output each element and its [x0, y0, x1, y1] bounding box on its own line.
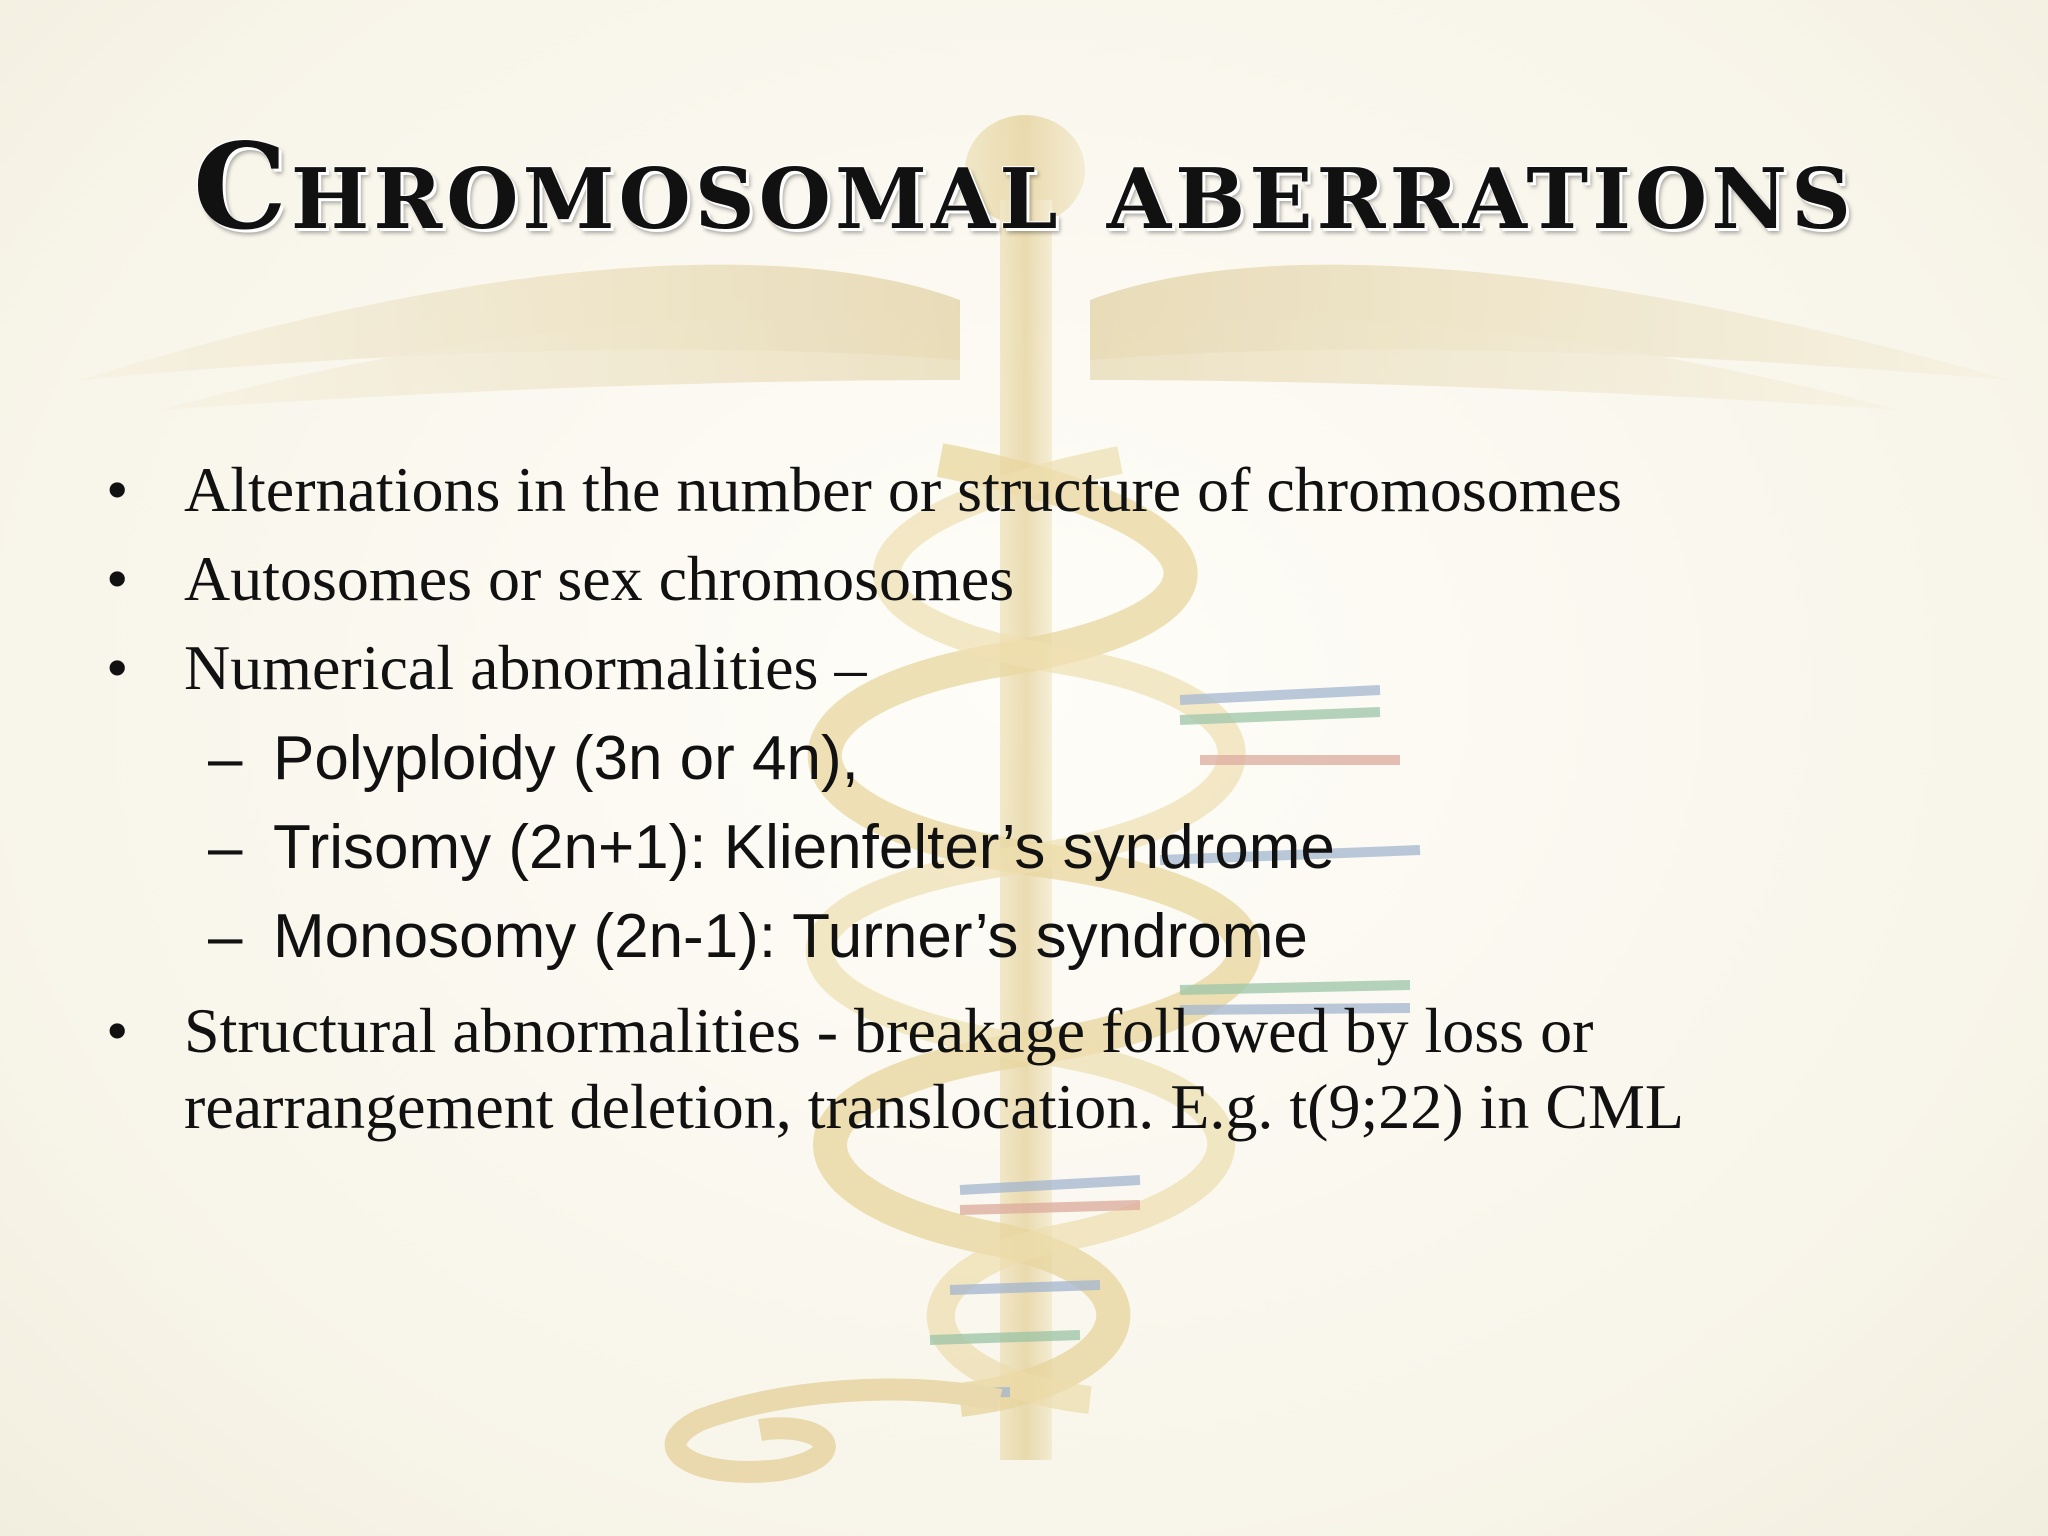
bullet-marker: • [106, 995, 129, 1066]
slide-title: Chromosomal aberrations [192, 117, 1856, 256]
sub-bullet-item [208, 810, 1335, 886]
bullet-item [106, 452, 1622, 528]
sub-bullet-text: Trisomy (2n+1): Klienfelter’s syndrome [273, 813, 1335, 882]
bullet-text: Alternations in the number or structure of chromosomes [184, 454, 1622, 525]
sub-bullet-text: Polyploidy (3n or 4n), [273, 724, 859, 793]
bullet-text: Numerical abnormalities – [184, 632, 867, 703]
sub-bullet-marker: – [208, 724, 243, 793]
sub-bullet-item [208, 721, 859, 797]
bullet-text: Autosomes or sex chromosomes [184, 543, 1015, 614]
bullet-item [106, 993, 1866, 1145]
bullet-marker: • [106, 454, 129, 525]
bullet-marker: • [106, 632, 129, 703]
bullet-marker: • [106, 543, 129, 614]
sub-bullet-marker: – [208, 902, 243, 971]
bullet-item [106, 630, 866, 706]
bullet-item [106, 541, 1014, 617]
sub-bullet-marker: – [208, 813, 243, 882]
sub-bullet-text: Monosomy (2n-1): Turner’s syndrome [273, 902, 1308, 971]
bullet-text: Structural abnormalities - breakage followed by loss or rearrangement deletion, translocation. E.g. t(9;22) in CML [184, 995, 1684, 1142]
sub-bullet-item [208, 899, 1308, 975]
